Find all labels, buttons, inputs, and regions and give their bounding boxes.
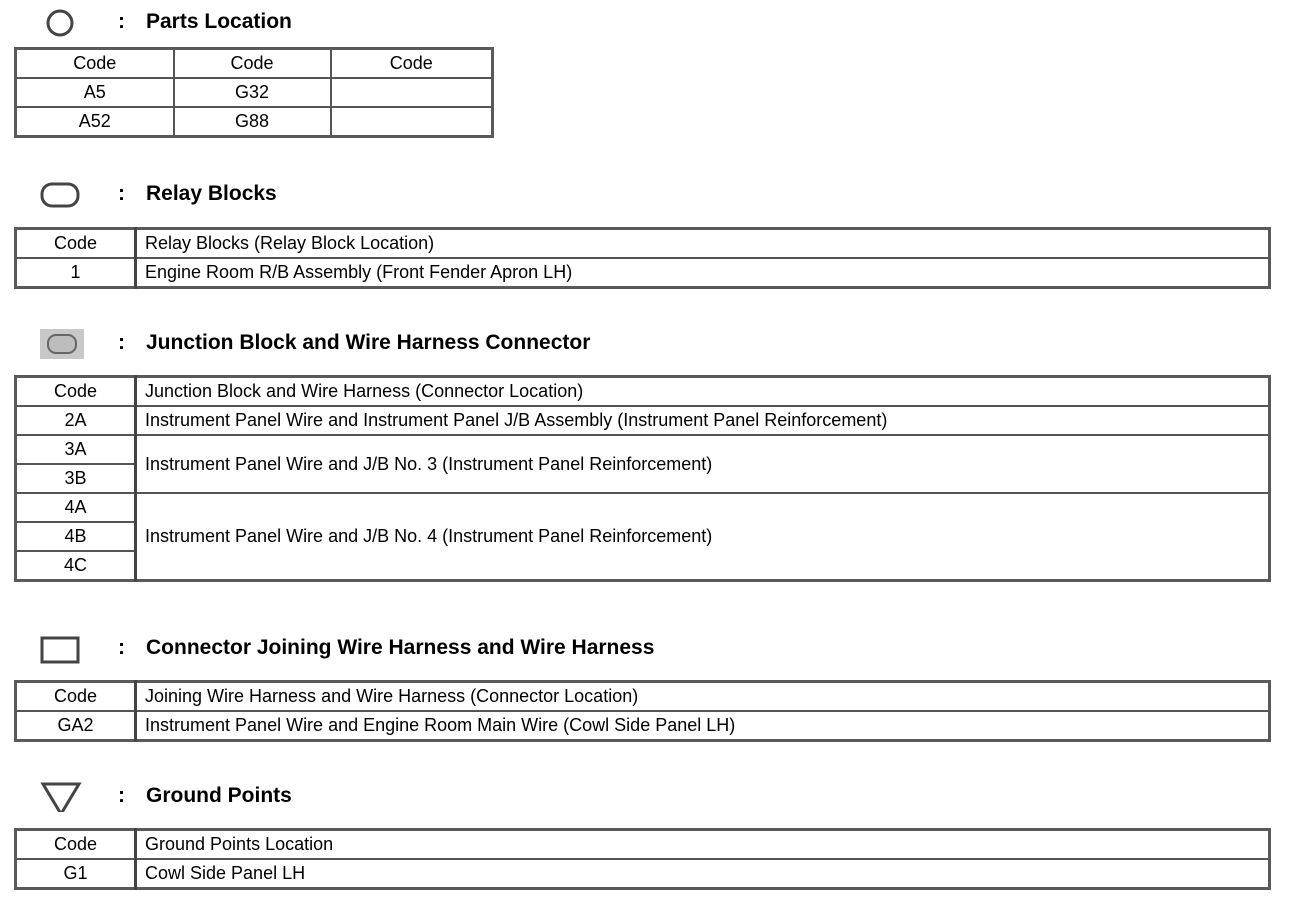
header-cell: Junction Block and Wire Harness (Connector Location) bbox=[136, 377, 1270, 407]
header-cell: Joining Wire Harness and Wire Harness (Connector Location) bbox=[136, 682, 1270, 712]
connector-joining-table bbox=[14, 680, 1271, 742]
section-title: Parts Location bbox=[146, 10, 292, 33]
connector-joining-heading bbox=[0, 630, 1312, 666]
colon: : bbox=[118, 784, 125, 807]
description-cell: Instrument Panel Wire and Instrument Panel J/B Assembly (Instrument Panel Reinforcement) bbox=[136, 406, 1270, 435]
header-cell: Code bbox=[16, 229, 136, 259]
section-title: Ground Points bbox=[146, 784, 292, 807]
table-row bbox=[16, 258, 1270, 288]
table-row bbox=[16, 435, 1270, 464]
header-cell: Ground Points Location bbox=[136, 830, 1270, 860]
table-header-row bbox=[16, 229, 1270, 259]
code-cell bbox=[331, 107, 493, 137]
table-row bbox=[16, 107, 493, 137]
table-header-row bbox=[16, 49, 493, 79]
section-title: Junction Block and Wire Harness Connector bbox=[146, 331, 591, 354]
table-header-row bbox=[16, 377, 1270, 407]
table-row bbox=[16, 493, 1270, 522]
description-cell: Instrument Panel Wire and J/B No. 4 (Instrument Panel Reinforcement) bbox=[136, 493, 1270, 581]
code-cell: G1 bbox=[16, 859, 136, 889]
description-cell: Instrument Panel Wire and J/B No. 3 (Instrument Panel Reinforcement) bbox=[136, 435, 1270, 493]
description-cell: Instrument Panel Wire and Engine Room Main Wire (Cowl Side Panel LH) bbox=[136, 711, 1270, 741]
ground-points-heading bbox=[0, 778, 1312, 814]
section-title: Relay Blocks bbox=[146, 182, 277, 205]
code-cell: 3B bbox=[16, 464, 136, 493]
circle-icon bbox=[40, 8, 84, 38]
square-icon bbox=[40, 634, 84, 664]
colon: : bbox=[118, 636, 125, 659]
code-cell: A5 bbox=[16, 78, 174, 107]
rounded-rectangle-icon bbox=[40, 180, 84, 210]
section-title: Connector Joining Wire Harness and Wire Harness bbox=[146, 636, 655, 659]
header-cell: Code bbox=[16, 377, 136, 407]
table-row bbox=[16, 406, 1270, 435]
code-cell: 4B bbox=[16, 522, 136, 551]
junction-block-table bbox=[14, 375, 1271, 582]
table-row bbox=[16, 78, 493, 107]
parts-location-heading bbox=[0, 4, 1312, 40]
header-cell: Code bbox=[174, 49, 331, 79]
code-cell: 1 bbox=[16, 258, 136, 288]
colon: : bbox=[118, 182, 125, 205]
ground-points-table bbox=[14, 828, 1271, 890]
junction-block-heading bbox=[0, 325, 1312, 361]
colon: : bbox=[118, 10, 125, 33]
shaded-rounded-rectangle-icon bbox=[40, 329, 84, 359]
code-cell: A52 bbox=[16, 107, 174, 137]
description-cell: Engine Room R/B Assembly (Front Fender Apron LH) bbox=[136, 258, 1270, 288]
table-row bbox=[16, 711, 1270, 741]
code-cell: G88 bbox=[174, 107, 331, 137]
colon: : bbox=[118, 331, 125, 354]
code-cell: 3A bbox=[16, 435, 136, 464]
header-cell: Code bbox=[331, 49, 493, 79]
table-header-row bbox=[16, 682, 1270, 712]
table-header-row bbox=[16, 830, 1270, 860]
parts-location-table bbox=[14, 47, 494, 138]
table-row bbox=[16, 859, 1270, 889]
header-cell: Relay Blocks (Relay Block Location) bbox=[136, 229, 1270, 259]
header-cell: Code bbox=[16, 682, 136, 712]
code-cell: 4A bbox=[16, 493, 136, 522]
code-cell: G32 bbox=[174, 78, 331, 107]
code-cell: 4C bbox=[16, 551, 136, 581]
code-cell bbox=[331, 78, 493, 107]
description-cell: Cowl Side Panel LH bbox=[136, 859, 1270, 889]
relay-blocks-heading bbox=[0, 176, 1312, 212]
code-cell: GA2 bbox=[16, 711, 136, 741]
header-cell: Code bbox=[16, 49, 174, 79]
header-cell: Code bbox=[16, 830, 136, 860]
relay-blocks-table bbox=[14, 227, 1271, 289]
triangle-down-icon bbox=[40, 782, 84, 812]
code-cell: 2A bbox=[16, 406, 136, 435]
